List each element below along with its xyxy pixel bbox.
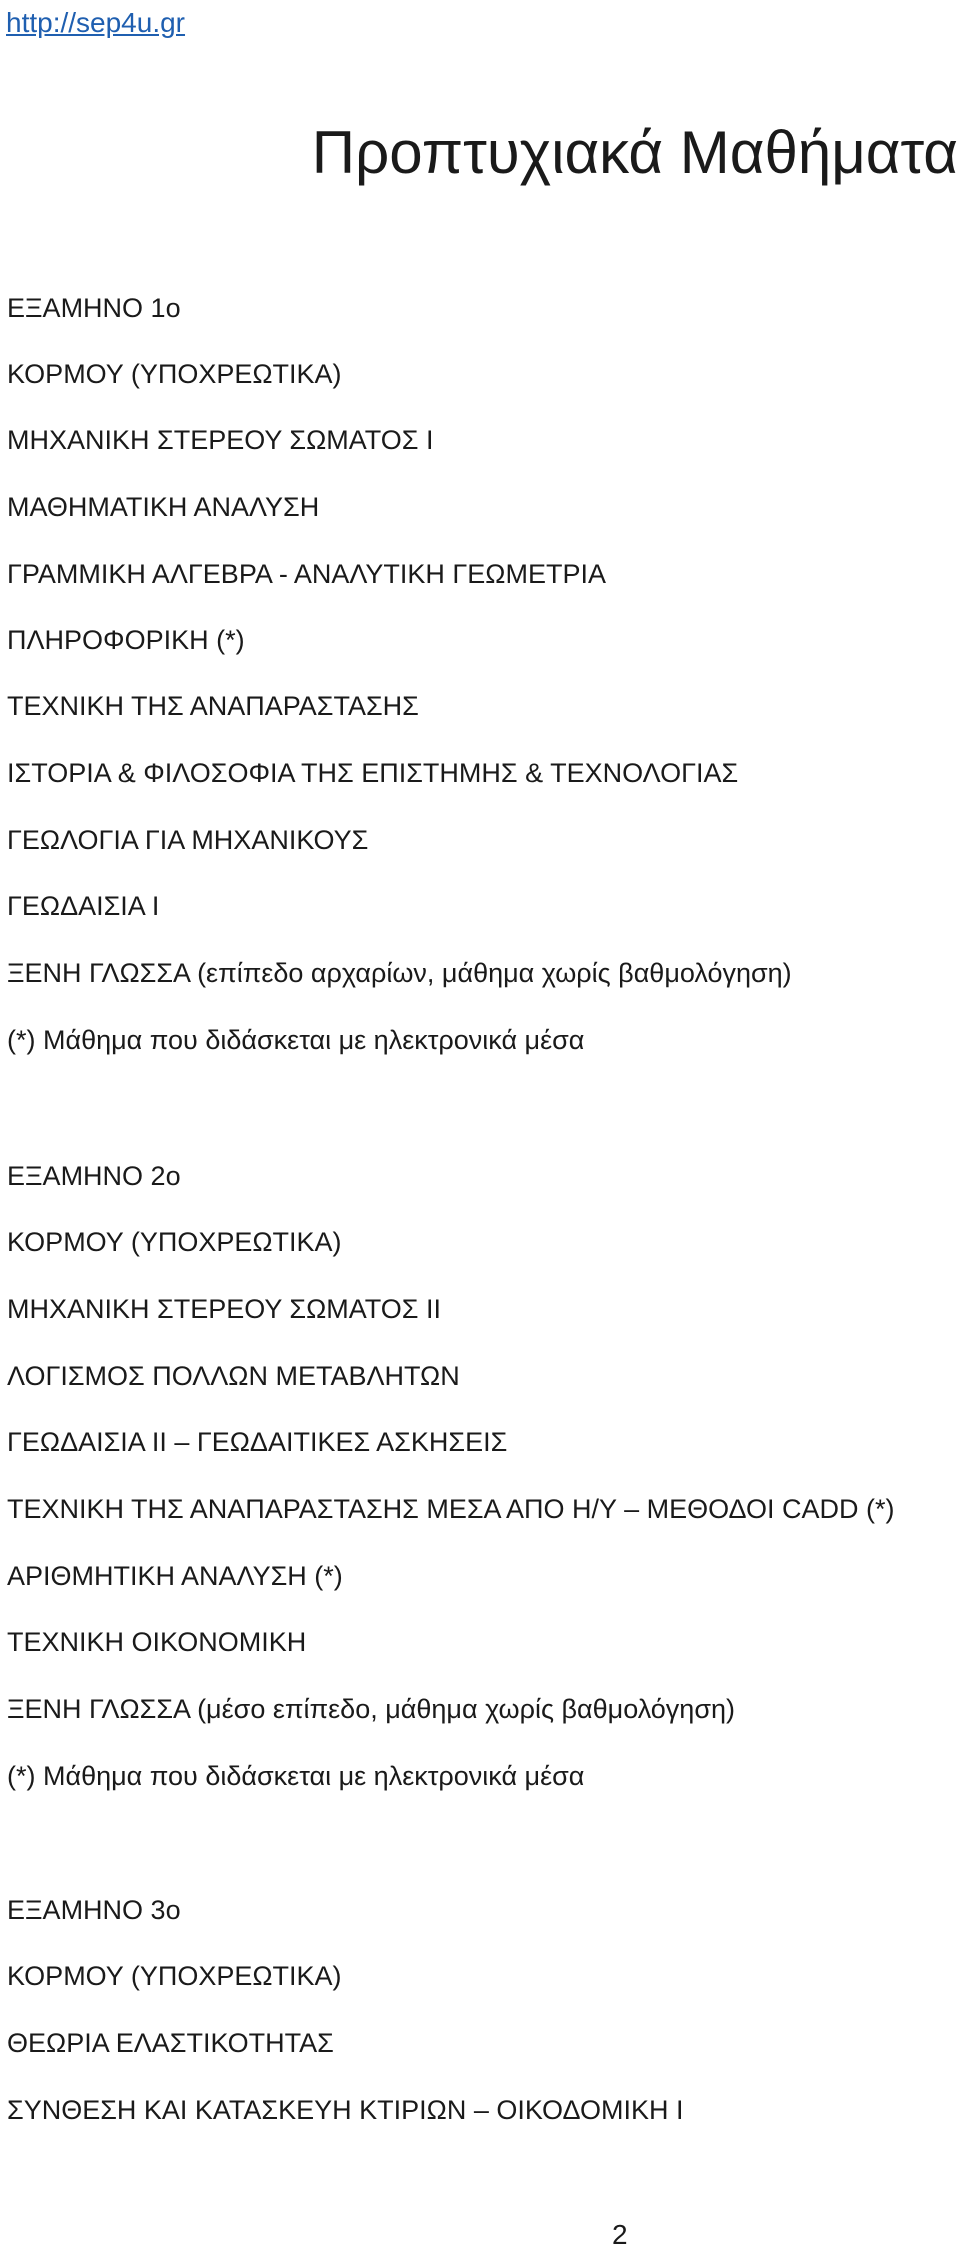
course-item: ΤΕΧΝΙΚΗ ΟΙΚΟΝΟΜΙΚΗ xyxy=(7,1627,307,1657)
semester-2-heading: ΕΞΑΜΗΝΟ 2ο xyxy=(7,1161,181,1191)
course-item: ΤΕΧΝΙΚΗ ΤΗΣ ΑΝΑΠΑΡΑΣΤΑΣΗΣ xyxy=(7,691,419,721)
course-item: ΓΕΩΔΑΙΣΙΑ Ι xyxy=(7,891,160,921)
course-item: ΙΣΤΟΡΙΑ & ΦΙΛΟΣΟΦΙΑ ΤΗΣ ΕΠΙΣΤΗΜΗΣ & ΤΕΧΝΟΛΟΓΙΑΣ xyxy=(7,758,739,788)
semester-2-category: ΚΟΡΜΟΥ (ΥΠΟΧΡΕΩΤΙΚΑ) xyxy=(7,1227,342,1257)
course-item: ΣΥΝΘΕΣΗ ΚΑΙ ΚΑΤΑΣΚΕΥΗ ΚΤΙΡΙΩΝ – ΟΙΚΟΔΟΜΙΚΗ Ι xyxy=(7,2095,684,2125)
semester-1-category: ΚΟΡΜΟΥ (ΥΠΟΧΡΕΩΤΙΚΑ) xyxy=(7,359,342,389)
semester-1-note: (*) Μάθημα που διδάσκεται με ηλεκτρονικά μέσα xyxy=(7,1025,585,1055)
semester-3-heading: ΕΞΑΜΗΝΟ 3ο xyxy=(7,1895,181,1925)
course-item: ΛΟΓΙΣΜΟΣ ΠΟΛΛΩΝ ΜΕΤΑΒΛΗΤΩΝ xyxy=(7,1361,460,1391)
course-item: ΞΕΝΗ ΓΛΩΣΣΑ (επίπεδο αρχαρίων, μάθημα χωρίς βαθμολόγηση) xyxy=(7,958,792,988)
page-number: 2 xyxy=(612,2219,628,2250)
course-item: ΜΗΧΑΝΙΚΗ ΣΤΕΡΕΟΥ ΣΩΜΑΤΟΣ ΙΙ xyxy=(7,1294,441,1324)
course-item: ΜΗΧΑΝΙΚΗ ΣΤΕΡΕΟΥ ΣΩΜΑΤΟΣ Ι xyxy=(7,425,434,455)
semester-2-note: (*) Μάθημα που διδάσκεται με ηλεκτρονικά μέσα xyxy=(7,1761,585,1791)
course-item: ΠΛΗΡΟΦΟΡΙΚΗ (*) xyxy=(7,625,245,655)
course-item: ΘΕΩΡΙΑ ΕΛΑΣΤΙΚΟΤΗΤΑΣ xyxy=(7,2028,334,2058)
semester-1-heading: ΕΞΑΜΗΝΟ 1ο xyxy=(7,293,181,323)
course-item: ΓΕΩΔΑΙΣΙΑ ΙΙ – ΓΕΩΔΑΙΤΙΚΕΣ ΑΣΚΗΣΕΙΣ xyxy=(7,1427,508,1457)
header-link[interactable]: http://sep4u.gr xyxy=(6,7,186,38)
page-title: Προπτυχιακά Μαθήματα xyxy=(311,119,958,186)
course-item: ΓΕΩΛΟΓΙΑ ΓΙΑ ΜΗΧΑΝΙΚΟΥΣ xyxy=(7,825,369,855)
course-item: ΞΕΝΗ ΓΛΩΣΣΑ (μέσο επίπεδο, μάθημα χωρίς βαθμολόγηση) xyxy=(7,1694,735,1724)
course-item: ΤΕΧΝΙΚΗ ΤΗΣ ΑΝΑΠΑΡΑΣΤΑΣΗΣ ΜΕΣΑ ΑΠΟ Η/Υ – ΜΕΘΟΔΟΙ CADD (*) xyxy=(7,1494,895,1524)
course-item: ΜΑΘΗΜΑΤΙΚΗ ΑΝΑΛΥΣΗ xyxy=(7,492,320,522)
course-item: ΓΡΑΜΜΙΚΗ ΑΛΓΕΒΡΑ - ΑΝΑΛΥΤΙΚΗ ΓΕΩΜΕΤΡΙΑ xyxy=(7,559,606,589)
semester-3-category: ΚΟΡΜΟΥ (ΥΠΟΧΡΕΩΤΙΚΑ) xyxy=(7,1961,342,1991)
course-item: ΑΡΙΘΜΗΤΙΚΗ ΑΝΑΛΥΣΗ (*) xyxy=(7,1561,343,1591)
